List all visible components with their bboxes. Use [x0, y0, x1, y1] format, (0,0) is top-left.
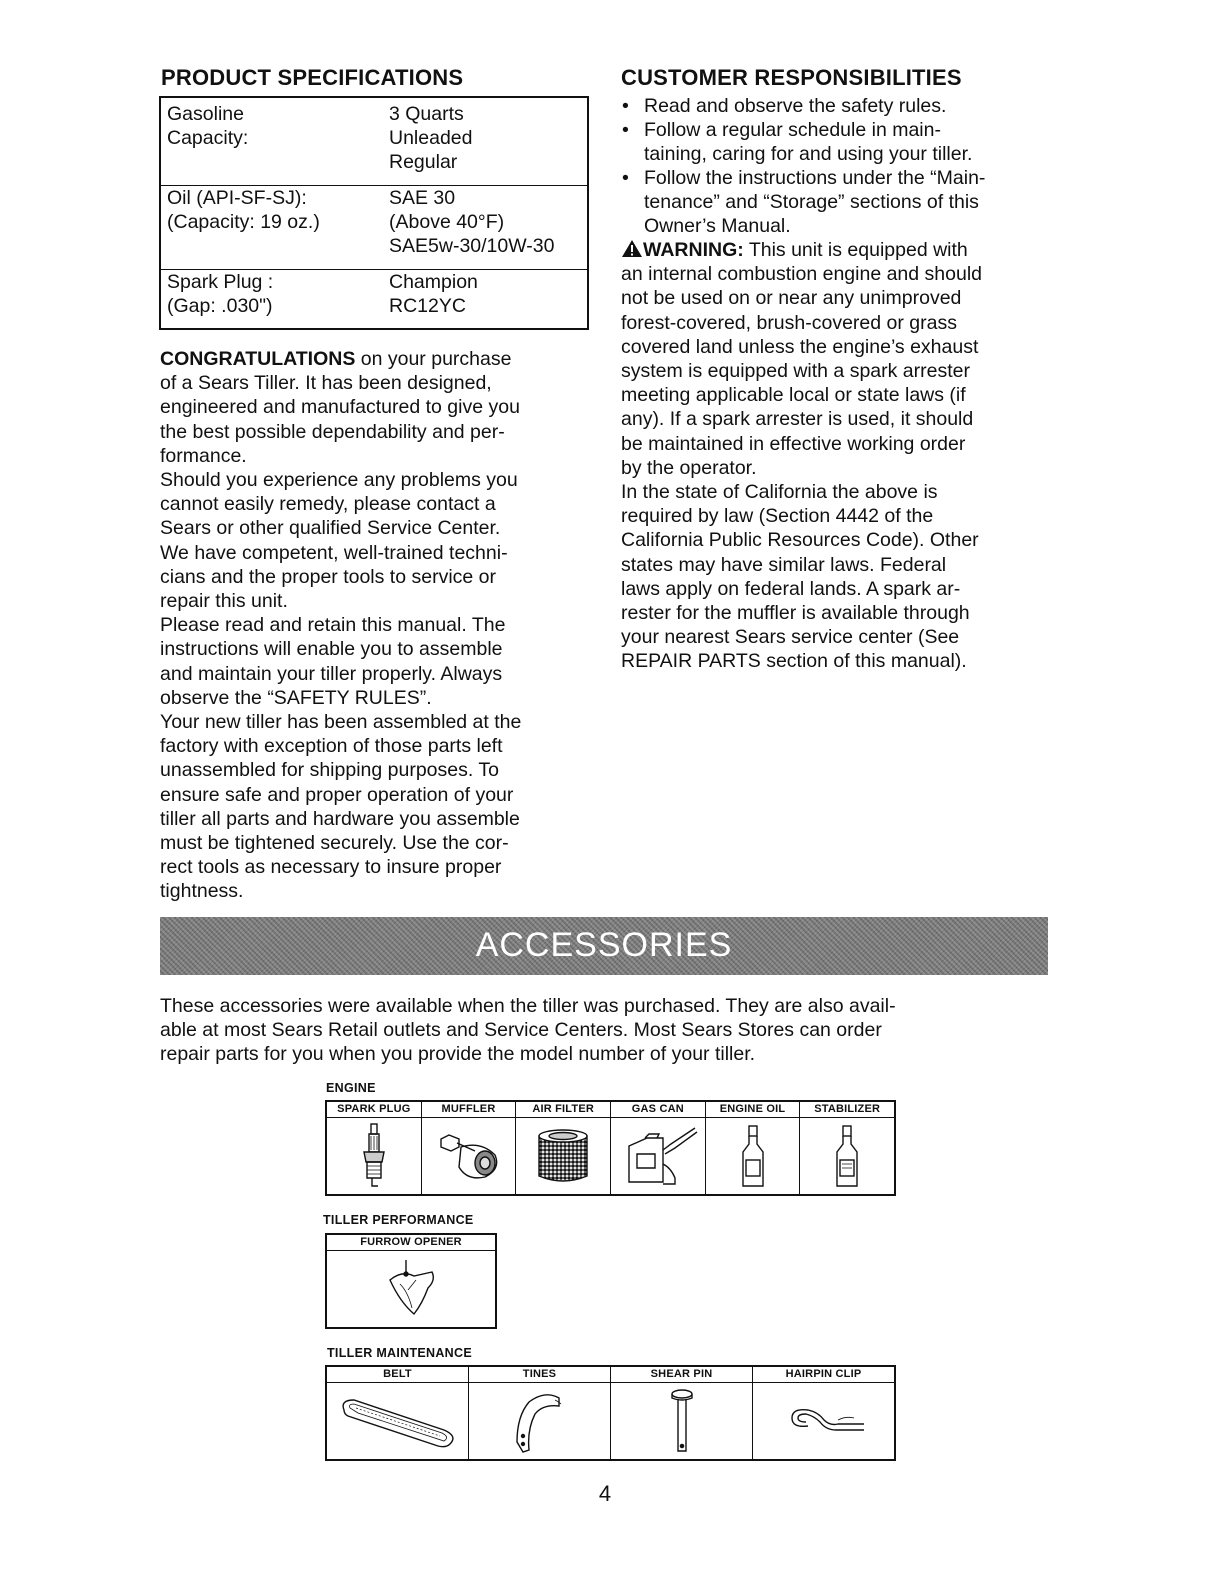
maintenance-category-label: TILLER MAINTENANCE: [327, 1346, 472, 1360]
customer-responsibilities-heading: CUSTOMER RESPONSIBILITIES: [621, 65, 962, 90]
congrats-line: and maintain your tiller properly. Always: [160, 662, 503, 685]
spec-value: 3 Quarts Unleaded Regular: [389, 103, 473, 174]
hairpin-clip-icon: [778, 1402, 870, 1442]
responsibility-line: taining, caring for and using your tiller.: [644, 143, 973, 166]
warning-line: system is equipped with a spark arrester: [621, 360, 970, 383]
responsibility-line: tenance” and “Storage” sections of this: [644, 191, 979, 214]
warning-paragraph: [621, 238, 982, 674]
responsibility-line: • Read and observe the safety rules.: [644, 95, 947, 117]
warning-line: California Public Resources Code). Other: [621, 529, 979, 552]
warning-label: WARNING:: [643, 239, 744, 261]
accessory-muffler: [421, 1102, 516, 1194]
congrats-line: Should you experience any problems you: [160, 469, 518, 492]
accessory-gas-can: [610, 1102, 705, 1194]
warning-line: covered land unless the engine’s exhaust: [621, 335, 979, 358]
accessory-hairpin-clip: [752, 1367, 894, 1459]
intro-line: able at most Sears Retail outlets and Service Centers. Most Sears Stores can order: [160, 1019, 882, 1042]
congrats-line: cians and the proper tools to service or: [160, 565, 497, 588]
congrats-line: formance.: [160, 444, 247, 467]
accessory-label: MUFFLER: [422, 1102, 516, 1118]
accessories-banner-title: ACCESSORIES: [475, 926, 733, 964]
engine-accessories-grid: [325, 1100, 896, 1196]
congrats-line: Please read and retain this manual. The: [160, 614, 506, 637]
accessory-air-filter: [515, 1102, 610, 1194]
accessory-belt: [327, 1367, 468, 1459]
congrats-line: tiller all parts and hardware you assemble: [160, 807, 520, 830]
accessory-shear-pin: [610, 1367, 752, 1459]
accessory-label: FURROW OPENER: [327, 1235, 495, 1251]
accessory-spark-plug: [327, 1102, 421, 1194]
congrats-line: Sears or other qualified Service Center.: [160, 517, 501, 540]
warning-line: an internal combustion engine and should: [621, 263, 983, 286]
stabilizer-icon: [829, 1124, 865, 1190]
responsibility-item: [644, 118, 972, 166]
congrats-line: on your purchase: [355, 348, 512, 370]
accessory-label: HAIRPIN CLIP: [753, 1367, 894, 1383]
warning-line: your nearest Sears service center (See: [621, 626, 960, 649]
accessory-furrow-opener: [327, 1235, 495, 1327]
congratulations-paragraph: [160, 347, 521, 904]
warning-line: states may have similar laws. Federal: [621, 553, 947, 576]
spec-row-gasoline: [161, 98, 587, 185]
product-specs-heading: PRODUCT SPECIFICATIONS: [161, 65, 464, 90]
warning-line: any). If a spark arrester is used, it should: [621, 408, 974, 431]
congrats-line: observe the “SAFETY RULES”.: [160, 686, 432, 709]
muffler-icon: [431, 1125, 507, 1189]
belt-icon: [336, 1394, 460, 1450]
congrats-line: instructions will enable you to assemble: [160, 638, 503, 661]
warning-line: meeting applicable local or state laws (if: [621, 384, 966, 407]
performance-accessories-grid: [325, 1233, 497, 1329]
congrats-line: We have competent, well-trained techni-: [160, 541, 508, 564]
warning-line: rester for the muffler is available through: [621, 602, 970, 625]
accessory-tines: [468, 1367, 610, 1459]
congrats-line: of a Sears Tiller. It has been designed,: [160, 372, 492, 395]
warning-line: be maintained in effective working order: [621, 432, 966, 455]
accessory-label: GAS CAN: [611, 1102, 705, 1118]
spec-row-oil: [161, 185, 587, 269]
warning-line: This unit is equipped with: [743, 239, 968, 261]
warning-triangle-icon: [621, 239, 643, 258]
accessories-banner: [160, 917, 1048, 975]
accessory-engine-oil: [705, 1102, 800, 1194]
spec-label: Spark Plug : (Gap: .030"): [167, 271, 274, 318]
accessory-label: BELT: [327, 1367, 468, 1383]
engine-oil-icon: [735, 1124, 771, 1190]
accessory-label: STABILIZER: [800, 1102, 894, 1118]
accessory-label: ENGINE OIL: [706, 1102, 800, 1118]
congrats-line: factory with exception of those parts left: [160, 735, 503, 758]
air-filter-icon: [527, 1124, 599, 1190]
maintenance-accessories-grid: [325, 1365, 896, 1461]
warning-line: In the state of California the above is: [621, 481, 938, 504]
shear-pin-icon: [662, 1386, 702, 1458]
spec-label: Oil (API-SF-SJ): (Capacity: 19 oz.): [167, 187, 320, 234]
spark-plug-icon: [354, 1122, 394, 1192]
warning-line: not be used on or near any unimproved: [621, 287, 962, 310]
warning-line: required by law (Section 4442 of the: [621, 505, 934, 528]
responsibility-line: Owner’s Manual.: [644, 215, 791, 238]
warning-line: by the operator.: [621, 456, 757, 479]
responsibility-line: • Follow a regular schedule in main-: [644, 119, 941, 141]
accessories-intro: [160, 994, 896, 1067]
performance-category-label: TILLER PERFORMANCE: [323, 1213, 474, 1227]
intro-line: These accessories were available when the tiller was purchased. They are also avail-: [160, 995, 896, 1017]
accessory-label: TINES: [469, 1367, 610, 1383]
page-number: 4: [598, 1481, 612, 1506]
accessory-label: AIR FILTER: [516, 1102, 610, 1118]
warning-line: forest-covered, brush-covered or grass: [621, 311, 957, 334]
furrow-opener-icon: [376, 1256, 446, 1324]
congrats-line: must be tightened securely. Use the cor-: [160, 832, 509, 855]
responsibility-item: [644, 166, 985, 239]
responsibility-line: • Follow the instructions under the “Main-: [644, 167, 986, 189]
congratulations-lead: CONGRATULATIONS: [160, 348, 356, 370]
congrats-line: unassembled for shipping purposes. To: [160, 759, 499, 782]
accessory-stabilizer: [799, 1102, 894, 1194]
spec-table: [159, 96, 589, 330]
congrats-line: the best possible dependability and per-: [160, 420, 505, 443]
warning-line: laws apply on federal lands. A spark ar-: [621, 577, 961, 600]
gas-can-icon: [615, 1124, 701, 1190]
congrats-line: cannot easily remedy, please contact a: [160, 493, 496, 516]
responsibility-item: [644, 94, 946, 118]
congrats-line: engineered and manufactured to give you: [160, 396, 520, 419]
intro-line: repair parts for you when you provide the model number of your tiller.: [160, 1043, 756, 1066]
congrats-line: rect tools as necessary to insure proper: [160, 856, 502, 879]
congrats-line: ensure safe and proper operation of your: [160, 783, 514, 806]
spec-label: Gasoline Capacity:: [167, 103, 249, 150]
spec-value: Champion RC12YC: [389, 271, 478, 318]
congrats-line: tightness.: [160, 880, 244, 903]
congrats-line: repair this unit.: [160, 590, 288, 613]
spec-value: SAE 30 (Above 40°F) SAE5w-30/10W-30: [389, 187, 555, 258]
warning-line: REPAIR PARTS section of this manual).: [621, 650, 967, 673]
engine-category-label: ENGINE: [326, 1081, 376, 1095]
spec-row-spark-plug: [161, 269, 587, 328]
tine-icon: [505, 1388, 575, 1456]
accessory-label: SPARK PLUG: [327, 1102, 421, 1118]
congrats-line: Your new tiller has been assembled at the: [160, 711, 522, 734]
accessory-label: SHEAR PIN: [611, 1367, 752, 1383]
